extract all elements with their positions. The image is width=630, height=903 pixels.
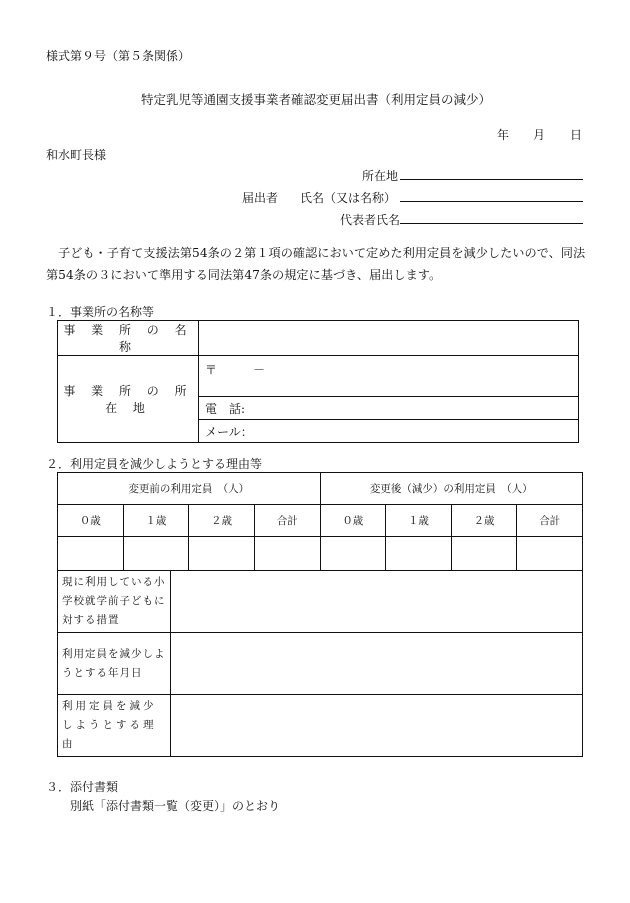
name-field[interactable] xyxy=(400,187,583,202)
before-header: 変更前の利用定員 （人） xyxy=(58,473,321,505)
reason-table xyxy=(57,570,583,757)
location-field[interactable] xyxy=(400,165,583,180)
attachments-text: 別紙「添付書類一覧（変更）」のとおり xyxy=(70,799,281,813)
section3-heading: ３．添付書類 xyxy=(46,780,119,794)
col-after-age2: ２歳 xyxy=(451,505,517,537)
section1-heading: １．事業所の名称等 xyxy=(46,305,155,319)
reduction-date-label: 利用定員を減少しようとする年月日 xyxy=(58,633,171,695)
document-title: 特定乳児等通園支援事業者確認変更届出書（利用定員の減少） xyxy=(141,92,492,107)
phone-field[interactable]: 電 話: xyxy=(199,397,579,420)
before-total-field[interactable] xyxy=(254,537,320,571)
rep-field[interactable] xyxy=(400,209,583,224)
col-before-age0: ０歳 xyxy=(58,505,124,537)
rep-label: 代表者氏名 xyxy=(340,213,401,227)
col-after-age1: １歳 xyxy=(386,505,452,537)
current-measures-field[interactable] xyxy=(171,571,583,633)
col-before-age2: ２歳 xyxy=(189,505,255,537)
date-year: 年 xyxy=(497,128,510,142)
after-age2-field[interactable] xyxy=(451,537,517,571)
reduction-date-field[interactable] xyxy=(171,633,583,695)
before-age2-field[interactable] xyxy=(189,537,255,571)
facility-table xyxy=(57,320,579,443)
capacity-table xyxy=(57,472,583,571)
location-label: 所在地 xyxy=(362,169,399,183)
mail-field[interactable]: メール： xyxy=(199,420,579,443)
postal-field[interactable]: 〒 － xyxy=(199,356,579,397)
col-after-total: 合計 xyxy=(517,505,583,537)
name-label: 氏名（又は名称） xyxy=(300,191,397,205)
addressee: 和水町長様 xyxy=(46,148,107,162)
after-age0-field[interactable] xyxy=(320,537,386,571)
after-age1-field[interactable] xyxy=(386,537,452,571)
after-header: 変更後（減少）の利用定員 （人） xyxy=(320,473,583,505)
date-day: 日 xyxy=(570,128,583,142)
after-total-field[interactable] xyxy=(517,537,583,571)
date-month: 月 xyxy=(533,128,546,142)
section2-heading: ２．利用定員を減少しようとする理由等 xyxy=(46,457,263,471)
reduction-reason-field[interactable] xyxy=(171,695,583,757)
body-text: 子ども・子育て支援法第54条の２第１項の確認において定めた利用定員を減少したいので、同法第54条の３において準用する同法第47条の規定に基づき、届出します。 xyxy=(46,246,586,282)
before-age0-field[interactable] xyxy=(58,537,124,571)
facility-address-label: 事 業 所 の 所 在 地 xyxy=(58,356,199,443)
col-after-age0: ０歳 xyxy=(320,505,386,537)
before-age1-field[interactable] xyxy=(123,537,189,571)
facility-name-label: 事 業 所 の 名 称 xyxy=(58,321,199,356)
filer-label: 届出者 xyxy=(242,191,279,205)
col-before-total: 合計 xyxy=(254,505,320,537)
col-before-age1: １歳 xyxy=(123,505,189,537)
facility-name-field[interactable] xyxy=(199,321,579,356)
form-number: 様式第９号（第５条関係） xyxy=(46,49,191,63)
current-measures-label: 現に利用している小学校就学前子どもに対する措置 xyxy=(58,571,171,633)
reduction-reason-label: 利用定員を減少しようとする理由 xyxy=(58,695,171,757)
